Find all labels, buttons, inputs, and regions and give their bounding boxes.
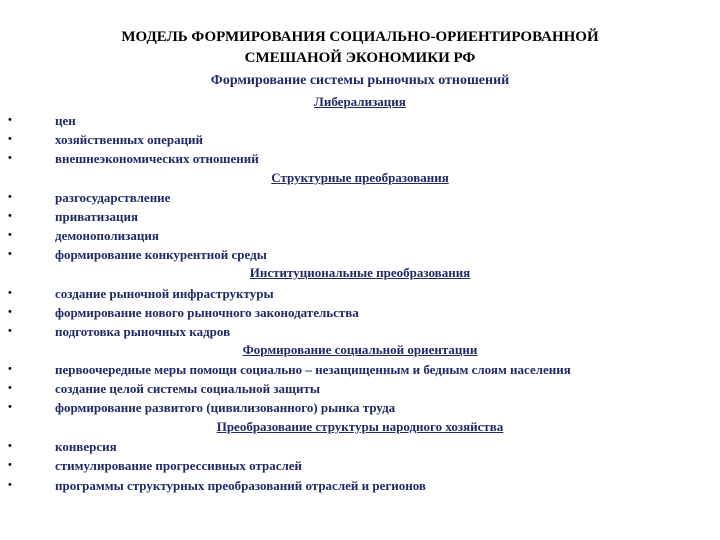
list-item: • создание рыночной инфраструктуры <box>8 286 274 301</box>
subtitle: Формирование системы рыночных отношений <box>210 73 510 88</box>
bullet-icon: • <box>8 479 12 491</box>
list-item: • первоочередные меры помощи социально – незащищенным и бедным слоям населения <box>8 362 571 377</box>
bullet-icon: • <box>8 306 12 318</box>
list-item: • программы структурных преобразований отраслей и регионов <box>8 478 426 493</box>
section-heading-structural: Структурные преобразования <box>271 170 449 185</box>
bullet-icon: • <box>8 133 12 145</box>
list-item: • стимулирование прогрессивных отраслей <box>8 458 303 473</box>
list-item: • формирование развитого (цивилизованного) рынка труда <box>8 400 396 415</box>
document-title <box>0 27 720 69</box>
list-item: • хозяйственных операций <box>8 132 204 147</box>
bullet-icon: • <box>8 401 12 413</box>
bullet-icon: • <box>8 287 12 299</box>
list-item: • внешнеэкономических отношений <box>8 151 259 166</box>
bullet-icon: • <box>8 191 12 203</box>
bullet-icon: • <box>8 210 12 222</box>
title-line-2: СМЕШАНОЙ ЭКОНОМИКИ РФ <box>244 50 476 66</box>
bullet-icon: • <box>8 229 12 241</box>
list-item: • конверсия <box>8 439 117 454</box>
list-item: • создание целой системы социальной защиты <box>8 381 321 396</box>
bullet-icon: • <box>8 325 12 337</box>
list-item: • приватизация <box>8 209 139 224</box>
list-item: • формирование конкурентной среды <box>8 247 267 262</box>
section-heading-social: Формирование социальной ориентации <box>242 342 478 357</box>
bullet-icon: • <box>8 459 12 471</box>
list-item: • цен <box>8 113 76 128</box>
list-item: • демонополизация <box>8 228 159 243</box>
bullet-icon: • <box>8 440 12 452</box>
bullet-icon: • <box>8 152 12 164</box>
list-item: • формирование нового рыночного законодательства <box>8 305 359 320</box>
title-line-1: МОДЕЛЬ ФОРМИРОВАНИЯ СОЦИАЛЬНО-ОРИЕНТИРОВАННОЙ <box>121 29 599 45</box>
bullet-icon: • <box>8 114 12 126</box>
bullet-icon: • <box>8 248 12 260</box>
bullet-icon: • <box>8 382 12 394</box>
list-item: • разгосударствление <box>8 190 171 205</box>
section-heading-institutional: Институциональные преобразования <box>249 265 471 280</box>
bullet-icon: • <box>8 363 12 375</box>
section-heading-restructuring: Преобразование структуры народного хозяйства <box>216 419 504 434</box>
section-heading-liberalization: Либерализация <box>314 94 406 109</box>
list-item: • подготовка рыночных кадров <box>8 324 231 339</box>
